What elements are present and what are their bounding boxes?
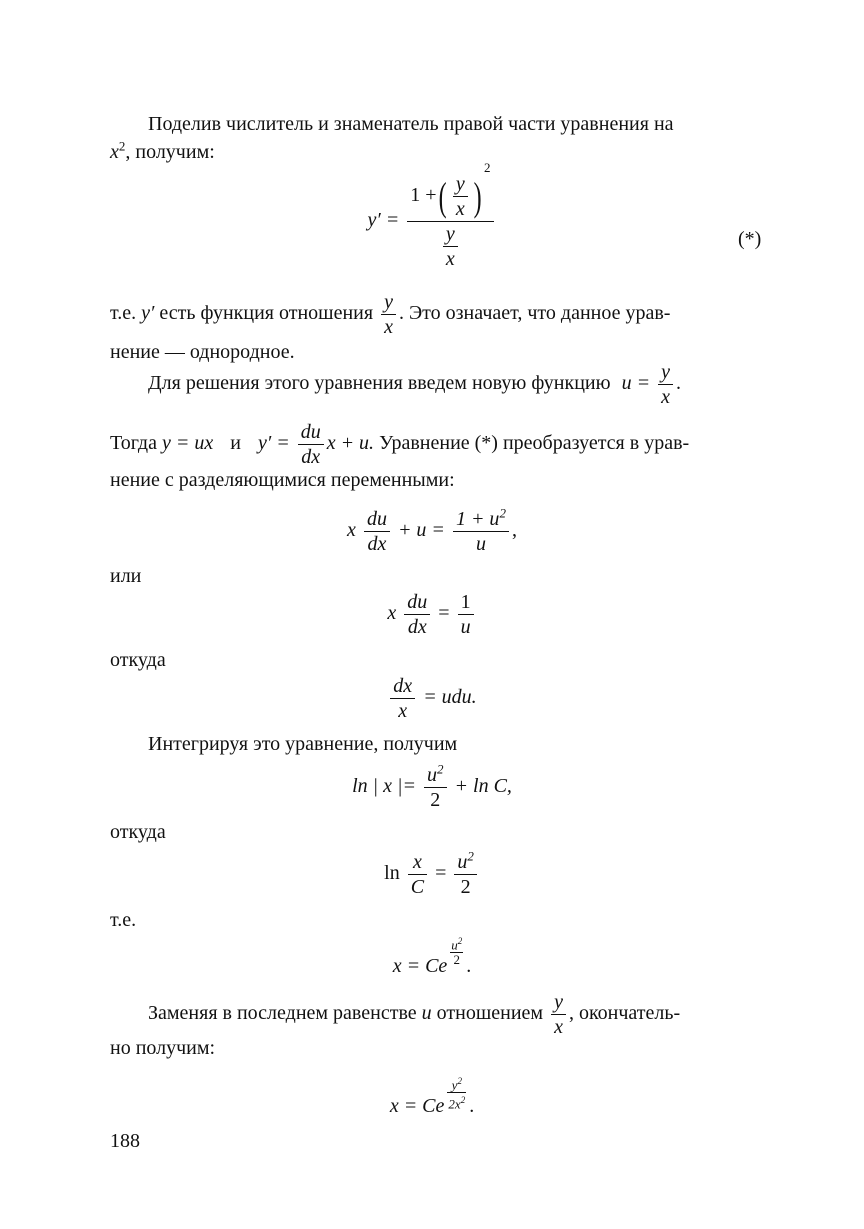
denominator: x xyxy=(384,316,393,338)
inner-numerator: y xyxy=(453,172,468,197)
numerator: 1 xyxy=(458,590,474,615)
text: Заменяя в последнем равенстве xyxy=(148,1002,417,1025)
equation-3 xyxy=(0,590,864,639)
denominator: dx xyxy=(367,533,387,555)
numerator: y xyxy=(551,990,566,1015)
numerator: du xyxy=(364,507,390,532)
inner-fraction xyxy=(453,172,468,221)
math-lhs: u = xyxy=(621,372,651,395)
numerator xyxy=(454,850,477,875)
numerator: x xyxy=(408,850,427,875)
numerator xyxy=(453,507,509,532)
text: , xyxy=(511,519,517,542)
numerator-text: 1 + u xyxy=(455,508,500,530)
numerator xyxy=(424,763,447,788)
word-te xyxy=(110,906,136,934)
text: т.е. xyxy=(110,302,137,325)
fraction xyxy=(424,763,447,812)
math-lhs: ln | x |= xyxy=(352,775,417,798)
equation-lhs: y′ = xyxy=(367,209,400,232)
equation-8 xyxy=(0,1076,864,1120)
denominator: 2 xyxy=(460,876,471,898)
numerator-text: u xyxy=(427,764,438,786)
left-paren-icon: ( xyxy=(439,173,448,219)
text: . xyxy=(466,955,472,977)
word-otkuda-1 xyxy=(110,646,166,674)
denominator xyxy=(407,222,493,271)
text: или xyxy=(110,565,142,587)
denominator: C xyxy=(410,876,425,898)
exponent: 2 xyxy=(118,138,126,154)
paragraph-1-line-1 xyxy=(148,110,674,138)
text: . xyxy=(675,372,681,395)
text: есть функция отношения xyxy=(159,302,374,325)
numerator xyxy=(450,934,463,953)
numerator: du xyxy=(298,420,324,445)
text: нение — однородное. xyxy=(110,341,295,363)
fraction-y-over-x xyxy=(381,290,396,339)
paragraph-3-line-1 xyxy=(148,360,681,409)
main-fraction xyxy=(407,160,493,271)
exponent: 2 xyxy=(499,505,506,521)
text: , окончатель- xyxy=(568,1002,681,1025)
text: и xyxy=(230,432,241,455)
word-otkuda-2 xyxy=(110,818,166,846)
math-rhs: x + u. xyxy=(326,432,375,455)
text: Поделив числитель и знаменатель правой части уравнения на xyxy=(148,113,674,135)
math-lhs: x = Ce xyxy=(392,955,448,977)
math-function: ln xyxy=(384,862,400,885)
fraction xyxy=(364,507,390,556)
math-expression: y = ux xyxy=(161,432,214,455)
fraction xyxy=(408,850,427,899)
fraction xyxy=(453,507,509,556)
math-rhs: + ln C, xyxy=(454,775,512,798)
paragraph-1-line-2 xyxy=(110,138,215,166)
exponent-fraction xyxy=(444,1074,469,1112)
denominator-fraction xyxy=(443,222,458,271)
denominator-numerator: y xyxy=(443,222,458,247)
numerator-text: u xyxy=(451,937,458,953)
text: откуда xyxy=(110,821,166,843)
fraction-du-dx xyxy=(298,420,324,469)
equation-5 xyxy=(0,763,864,812)
equation-6 xyxy=(0,850,864,899)
inner-denominator: x xyxy=(455,198,465,220)
text: нение с разделяющимися переменными: xyxy=(110,469,455,491)
denominator: 2 xyxy=(430,789,441,811)
denominator: dx xyxy=(301,446,321,468)
equation-star xyxy=(0,160,864,271)
exponent: 2 xyxy=(484,160,491,175)
text: отношением xyxy=(436,1002,544,1025)
math-symbol: x xyxy=(387,602,397,625)
equation-2 xyxy=(0,507,864,556)
math-symbol: x xyxy=(110,141,119,163)
text: т.е. xyxy=(110,909,137,931)
text: , получим: xyxy=(125,141,215,163)
text: Тогда xyxy=(110,432,157,455)
denominator: x xyxy=(661,386,670,408)
page-number: 188 xyxy=(110,1130,140,1152)
text: Для решения этого уравнения введем новую функцию xyxy=(148,372,611,395)
math-symbol: u xyxy=(421,1002,432,1025)
math-operator: = xyxy=(438,602,450,625)
denominator: 2 xyxy=(453,952,461,968)
exponent: 2 xyxy=(467,848,474,864)
fraction xyxy=(454,850,477,899)
exponent: 2 xyxy=(457,1076,462,1086)
exponent: 2 xyxy=(460,1095,466,1106)
numerator-text: u xyxy=(457,851,468,873)
fraction xyxy=(447,1074,466,1112)
text: . xyxy=(469,1095,475,1117)
math-rhs: = udu. xyxy=(423,686,477,709)
equation-label: (*) xyxy=(738,228,762,250)
math-operator: = xyxy=(435,862,447,885)
exponent-fraction xyxy=(447,934,466,967)
equation-4 xyxy=(0,674,864,723)
numerator: dx xyxy=(390,674,415,699)
equation-7 xyxy=(0,936,864,980)
numerator: y xyxy=(381,290,396,315)
paragraph-5 xyxy=(148,730,457,758)
denominator: x xyxy=(398,700,408,722)
fraction xyxy=(404,590,430,639)
fraction-y-over-x xyxy=(551,990,566,1039)
paragraph-4-line-1 xyxy=(110,420,689,469)
denominator: u xyxy=(475,533,486,555)
right-paren-icon: ) xyxy=(473,173,482,219)
fraction-u xyxy=(658,360,673,409)
math-operator: + u = xyxy=(397,519,445,542)
denominator-text: 2x xyxy=(448,1096,461,1112)
paragraph-6-line-2 xyxy=(110,1034,215,1062)
numerator xyxy=(407,160,493,222)
numerator xyxy=(447,1074,466,1093)
denominator-denominator: x xyxy=(445,248,455,270)
text: но получим: xyxy=(110,1037,216,1059)
text: Уравнение (*) преобразуется в урав- xyxy=(379,432,690,455)
fraction xyxy=(458,590,474,639)
denominator xyxy=(447,1093,466,1111)
word-ili xyxy=(110,562,141,590)
one-plus: 1 + xyxy=(410,184,437,207)
math-lhs: y′ = xyxy=(257,432,290,455)
text: Интегрируя это уравнение, получим xyxy=(148,733,458,755)
numerator: du xyxy=(404,590,430,615)
text: . Это означает, что данное урав- xyxy=(398,302,671,325)
denominator: u xyxy=(460,616,471,638)
math-symbol: x xyxy=(347,519,356,542)
exponent: 2 xyxy=(437,761,444,777)
numerator: y xyxy=(658,360,673,385)
math-symbol: y′ xyxy=(141,302,155,325)
math-lhs: x = Ce xyxy=(389,1095,445,1117)
paragraph-4-line-2 xyxy=(110,466,455,494)
paragraph-6-line-1 xyxy=(148,990,680,1039)
denominator: dx xyxy=(407,616,427,638)
text: откуда xyxy=(110,649,166,671)
exponent: 2 xyxy=(457,936,463,946)
numerator-text: y xyxy=(451,1077,458,1093)
denominator: x xyxy=(554,1016,563,1038)
fraction xyxy=(390,674,415,723)
paragraph-2-line-1 xyxy=(110,290,762,339)
fraction xyxy=(450,934,463,967)
